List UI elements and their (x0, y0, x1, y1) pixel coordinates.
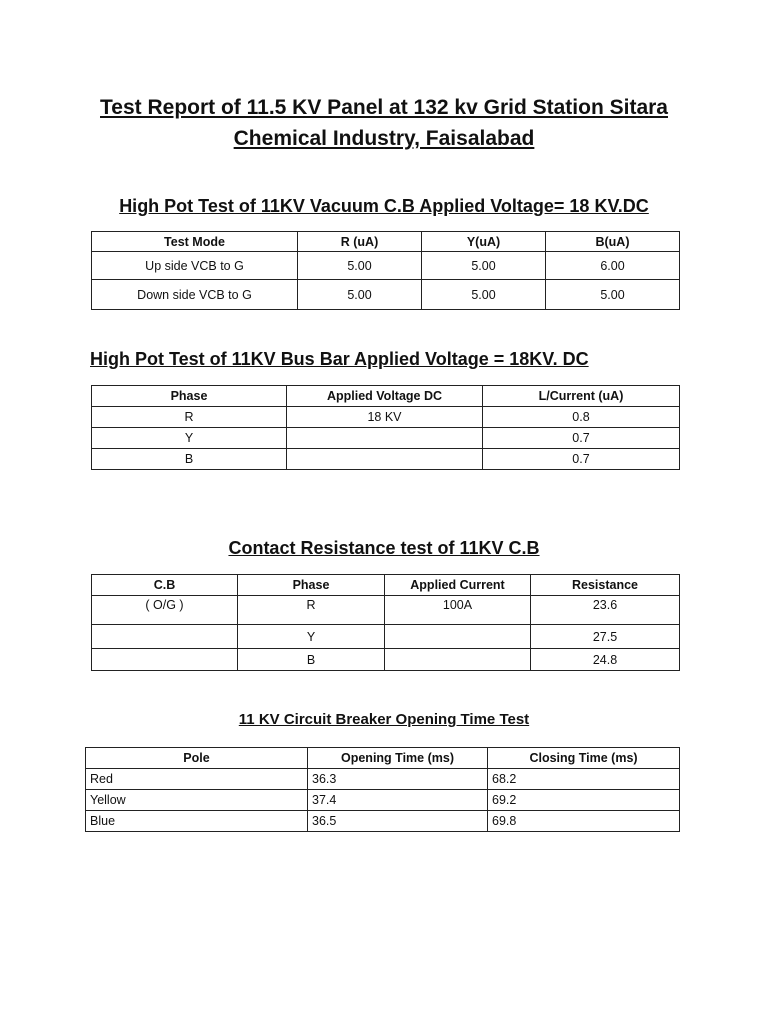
table-cell: 6.00 (546, 252, 680, 280)
table-cell: 69.2 (488, 790, 680, 811)
table-cell (287, 449, 483, 470)
table-cell: 24.8 (531, 649, 680, 671)
table-row (92, 625, 680, 649)
table-cell: 0.8 (483, 407, 680, 428)
opening-time-table (85, 747, 680, 832)
table-row (86, 769, 680, 790)
table-cell: Red (86, 769, 308, 790)
table-cell: Y (238, 625, 385, 649)
column-header: Applied Current (385, 575, 531, 596)
table-cell: 18 KV (287, 407, 483, 428)
report-title (60, 92, 708, 154)
table-cell: 100A (385, 596, 531, 625)
table-header-row (92, 575, 680, 596)
report-title-line-2: Chemical Industry, Faisalabad (233, 127, 535, 150)
column-header: R (uA) (298, 232, 422, 252)
table-cell: 5.00 (546, 280, 680, 310)
table-row (92, 280, 680, 310)
table-cell: Y (92, 428, 287, 449)
table-cell: Up side VCB to G (92, 252, 298, 280)
bus-bar-high-pot-table (91, 385, 680, 470)
table-cell: 0.7 (483, 449, 680, 470)
table-cell: B (92, 449, 287, 470)
contact-resistance-heading: Contact Resistance test of 11KV C.B (228, 538, 540, 558)
table-cell: ( O/G ) (92, 596, 238, 625)
bus-bar-high-pot-heading: High Pot Test of 11KV Bus Bar Applied Voltage = 18KV. DC (90, 349, 589, 369)
table-row (92, 649, 680, 671)
column-header: Test Mode (92, 232, 298, 252)
table-cell (385, 625, 531, 649)
table-cell: R (92, 407, 287, 428)
table-cell: B (238, 649, 385, 671)
table-cell: 0.7 (483, 428, 680, 449)
column-header: Phase (238, 575, 385, 596)
table-cell: 5.00 (422, 252, 546, 280)
column-header: C.B (92, 575, 238, 596)
column-header: Opening Time (ms) (308, 748, 488, 769)
column-header: Closing Time (ms) (488, 748, 680, 769)
table-cell: 69.8 (488, 811, 680, 832)
table-row (92, 449, 680, 470)
table-cell: 23.6 (531, 596, 680, 625)
column-header: Phase (92, 386, 287, 407)
table-cell: Down side VCB to G (92, 280, 298, 310)
column-header: Pole (86, 748, 308, 769)
table-header-row (86, 748, 680, 769)
table-row (86, 811, 680, 832)
column-header: B(uA) (546, 232, 680, 252)
opening-time-heading: 11 KV Circuit Breaker Opening Time Test (238, 711, 530, 728)
table-cell: 5.00 (298, 252, 422, 280)
table-cell: 68.2 (488, 769, 680, 790)
table-cell (92, 649, 238, 671)
table-cell: Yellow (86, 790, 308, 811)
table-row (92, 428, 680, 449)
column-header: Applied Voltage DC (287, 386, 483, 407)
contact-resistance-table (91, 574, 680, 671)
table-cell: 37.4 (308, 790, 488, 811)
table-cell (287, 428, 483, 449)
table-header-row (92, 386, 680, 407)
vcb-high-pot-heading: High Pot Test of 11KV Vacuum C.B Applied Voltage= 18 KV.DC (119, 196, 649, 216)
table-row (86, 790, 680, 811)
vcb-high-pot-table (91, 231, 680, 310)
column-header: Y(uA) (422, 232, 546, 252)
table-row (92, 407, 680, 428)
table-cell: Blue (86, 811, 308, 832)
table-header-row (92, 232, 680, 252)
table-cell: 36.3 (308, 769, 488, 790)
table-cell: 36.5 (308, 811, 488, 832)
table-cell: 5.00 (422, 280, 546, 310)
column-header: Resistance (531, 575, 680, 596)
table-cell: 27.5 (531, 625, 680, 649)
table-row (92, 596, 680, 625)
table-cell: R (238, 596, 385, 625)
report-title-line-1: Test Report of 11.5 KV Panel at 132 kv Grid Station Sitara (100, 96, 668, 119)
table-row (92, 252, 680, 280)
column-header: L/Current (uA) (483, 386, 680, 407)
table-cell (92, 625, 238, 649)
table-cell (385, 649, 531, 671)
table-cell: 5.00 (298, 280, 422, 310)
